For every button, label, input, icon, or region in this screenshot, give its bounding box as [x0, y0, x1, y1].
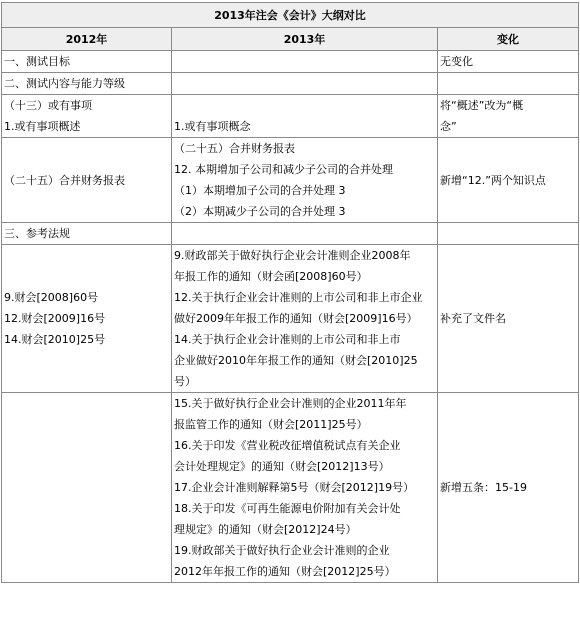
cell-2012	[2, 95, 172, 138]
header-2012: 2012年	[2, 28, 172, 51]
cell-line: 9.财政部关于做好执行企业会计准则企业2008年	[174, 249, 411, 262]
cell-2012: （二十五）合并财务报表	[2, 138, 172, 223]
cell-line: 年报工作的通知（财会函[2008]60号）	[174, 270, 368, 283]
cell-line: 17.企业会计准则解释第5号（财会[2012]19号）	[174, 481, 415, 494]
table-header-row	[2, 28, 579, 51]
cell-line: 9.财会[2008]60号	[4, 291, 99, 304]
cell-line: （二十五）合并财务报表	[174, 142, 295, 155]
table-row	[2, 95, 579, 138]
cell-line	[174, 95, 435, 116]
cell-line: 14.关于执行企业会计准则的上市公司和非上市	[174, 333, 401, 346]
cell-line: 念”	[440, 120, 457, 133]
header-change: 变化	[438, 28, 579, 51]
cell-2012: 二、测试内容与能力等级	[2, 73, 172, 95]
cell-line: （1）本期增加子公司的合并处理 3	[174, 184, 346, 197]
cell-change: 新增五条：15-19	[438, 393, 579, 583]
cell-line: 会计处理规定》的通知（财会[2012]13号）	[174, 460, 390, 473]
cell-line: 19.财政部关于做好执行企业会计准则的企业	[174, 544, 390, 557]
cell-line: 15.关于做好执行企业会计准则的企业2011年年	[174, 397, 407, 410]
cell-line: 12. 本期增加子公司和减少子公司的合并处理	[174, 163, 393, 176]
cell-change: 新增“12.”两个知识点	[438, 138, 579, 223]
cell-line: 号）	[174, 375, 196, 388]
table-row	[2, 51, 579, 73]
cell-change: 无变化	[438, 51, 579, 73]
cell-line: 报监管工作的通知（财会[2011]25号）	[174, 418, 368, 431]
cell-line: （2）本期减少子公司的合并处理 3	[174, 205, 346, 218]
cell-2012	[2, 245, 172, 393]
cell-line: 16.关于印发《营业税改征增值税试点有关企业	[174, 439, 401, 452]
cell-2013	[172, 223, 438, 245]
cell-line: 14.财会[2010]25号	[4, 333, 106, 346]
table-title-row	[2, 3, 579, 28]
table-row	[2, 393, 579, 583]
table-title: 2013年注会《会计》大纲对比	[2, 3, 579, 28]
header-2013: 2013年	[172, 28, 438, 51]
cell-line: 12.财会[2009]16号	[4, 312, 106, 325]
cell-change: 补充了文件名	[438, 245, 579, 393]
cell-2013	[172, 245, 438, 393]
cell-change	[438, 73, 579, 95]
cell-change	[438, 223, 579, 245]
cell-line: 2012年年报工作的通知（财会[2012]25号）	[174, 565, 396, 578]
cell-2012: 一、测试目标	[2, 51, 172, 73]
cell-line: 12.关于执行企业会计准则的上市公司和非上市企业	[174, 291, 423, 304]
syllabus-comparison-table	[1, 2, 579, 583]
cell-line: 将“概述”改为“概	[440, 99, 524, 112]
table-row	[2, 245, 579, 393]
cell-2013	[172, 138, 438, 223]
cell-line: 1.或有事项概念	[174, 120, 251, 133]
cell-2013	[172, 73, 438, 95]
cell-line: （十三）或有事项	[4, 99, 92, 112]
cell-line: 理规定》的通知（财会[2012]24号）	[174, 523, 357, 536]
table-row	[2, 138, 579, 223]
cell-line: 18.关于印发《可再生能源电价附加有关会计处	[174, 502, 401, 515]
cell-2012: 三、参考法规	[2, 223, 172, 245]
cell-line: 企业做好2010年年报工作的通知（财会[2010]25	[174, 354, 418, 367]
cell-2013	[172, 393, 438, 583]
table-row	[2, 223, 579, 245]
cell-2012	[2, 393, 172, 583]
cell-2013	[172, 51, 438, 73]
cell-change	[438, 95, 579, 138]
cell-line: 做好2009年年报工作的通知（财会[2009]16号）	[174, 312, 418, 325]
table-row	[2, 73, 579, 95]
cell-2013	[172, 95, 438, 138]
cell-line: 1.或有事项概述	[4, 120, 81, 133]
